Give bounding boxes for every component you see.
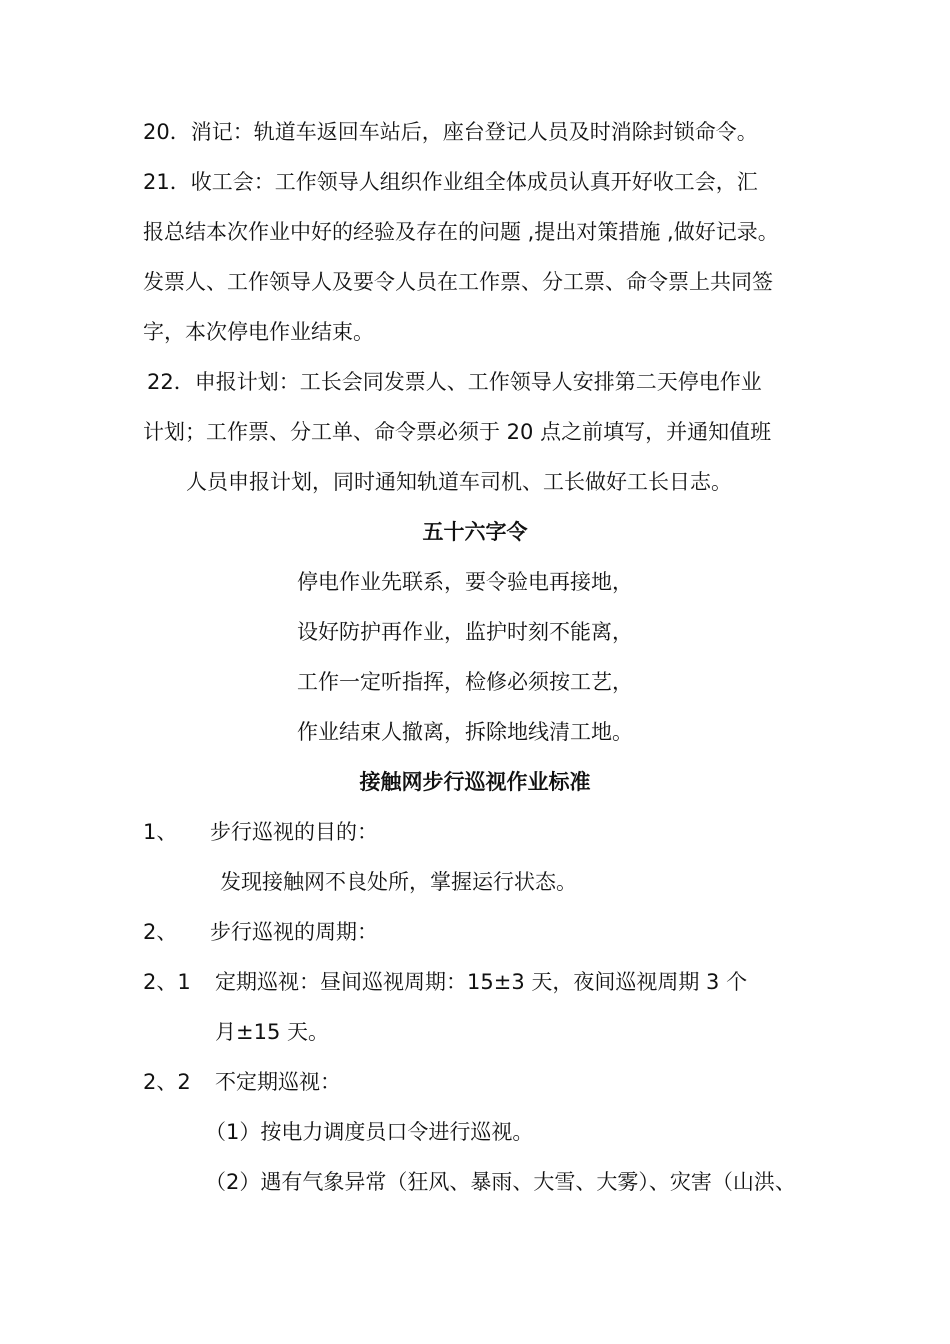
paragraph-line-20: 20．消记：轨道车返回车站后，座台登记人员及时消除封锁命令。 [143,120,758,144]
paragraph-line: 人员申报计划，同时通知轨道车司机、工长做好工长日志。 [186,470,732,494]
list-item: （1）按电力调度员口令进行巡视。 [205,1120,534,1144]
section-number: 1、 [143,820,178,844]
subsection-text-continued: 月±15 天。 [215,1020,329,1044]
poem-title: 五十六字令 [422,520,528,544]
paragraph-line-22: 22．申报计划：工长会同发票人、工作领导人安排第二天停电作业 [147,370,762,394]
section-number: 2、 [143,920,178,944]
paragraph-line: 发票人、工作领导人及要令人员在工作票、分工票、命令票上共同签 [143,270,773,294]
list-item: （2）遇有气象异常（狂风、暴雨、大雪、大雾）、灾害（山洪、 [205,1170,796,1194]
subsection-text: 定期巡视：昼间巡视周期：15±3 天，夜间巡视周期 3 个 [215,970,748,994]
poem-verse: 停电作业先联系，要令验电再接地， [297,570,633,594]
paragraph-line: 报总结本次作业中好的经验及存在的问题 ,提出对策措施 ,做好记录。 [143,220,779,244]
subsection-text: 不定期巡视： [215,1070,341,1094]
section-title: 接触网步行巡视作业标准 [359,770,591,794]
poem-verse: 作业结束人撤离，拆除地线清工地。 [297,720,633,744]
poem-verse: 工作一定听指挥，检修必须按工艺， [297,670,633,694]
subsection-number: 2、1 [143,970,191,994]
paragraph-line: 字，本次停电作业结束。 [143,320,374,344]
poem-verse: 设好防护再作业，监护时刻不能离， [297,620,633,644]
section-heading: 步行巡视的周期： [210,920,378,944]
paragraph-line: 计划；工作票、分工单、命令票必须于 20 点之前填写，并通知值班 [143,420,772,444]
section-heading: 步行巡视的目的： [210,820,378,844]
paragraph-line-21: 21．收工会：工作领导人组织作业组全体成员认真开好收工会，汇 [143,170,758,194]
section-body: 发现接触网不良处所，掌握运行状态。 [220,870,577,894]
subsection-number: 2、2 [143,1070,191,1094]
